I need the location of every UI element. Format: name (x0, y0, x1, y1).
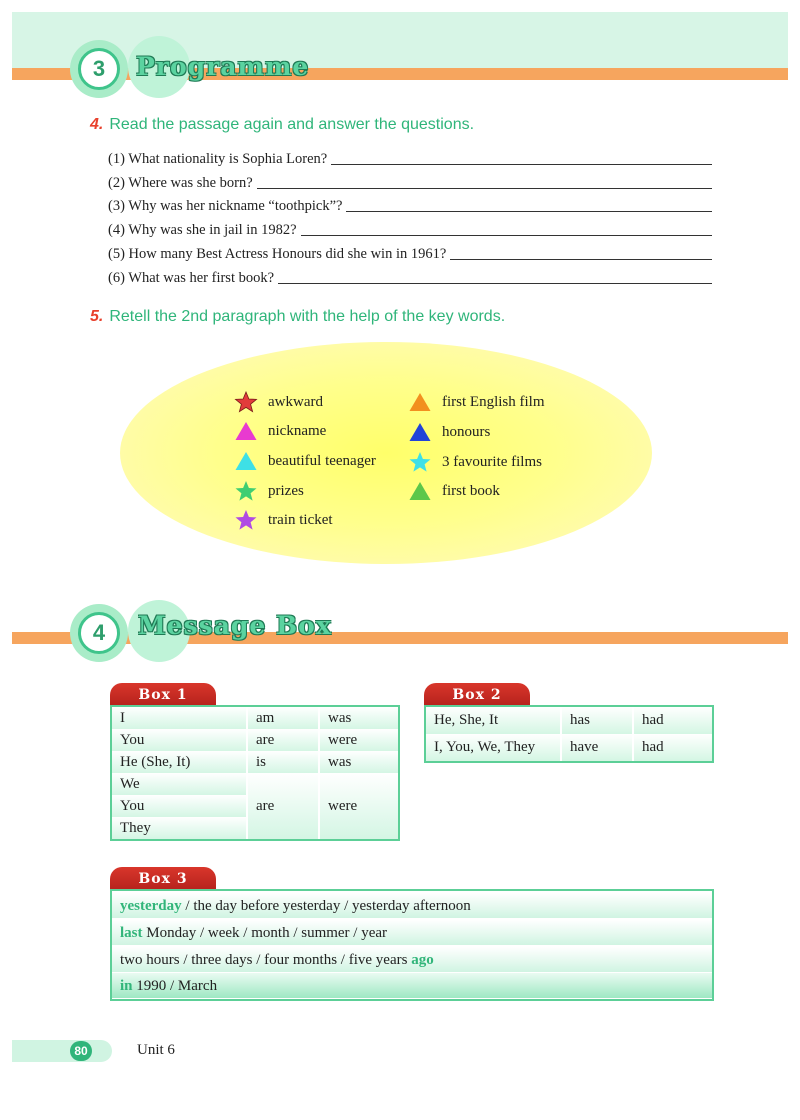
section4-number: 4 (78, 612, 120, 654)
box3-keyword: yesterday (120, 898, 182, 914)
box1-subject: They (112, 817, 246, 839)
box3-phrase: / the day before yesterday / yesterday afternoon (181, 898, 471, 914)
question-text: (6) What was her first book? (108, 270, 275, 286)
box1-subject: He (She, It) (112, 751, 246, 773)
question-text: (3) Why was her nickname “toothpick”? (108, 198, 343, 214)
blue-triangle-icon (408, 421, 432, 443)
box2-tab: Box 2 (424, 683, 530, 705)
box3-table (110, 889, 714, 1001)
box1-past: was (320, 707, 398, 729)
question-text: (4) Why was she in jail in 1982? (108, 222, 297, 238)
footer-tab (12, 1040, 112, 1062)
box1-present: am (248, 707, 318, 729)
question-text: (2) Where was she born? (108, 175, 253, 191)
box2-past: had (634, 734, 712, 761)
keyword-item (408, 421, 545, 443)
answer-line[interactable] (331, 164, 712, 165)
box3-keyword: last (120, 925, 143, 941)
answer-line[interactable] (450, 259, 712, 260)
green-triangle-icon (408, 480, 432, 502)
keyword-item (408, 480, 545, 502)
cyan-triangle-icon (234, 450, 258, 472)
box1-past: were (320, 729, 398, 751)
box2-present: has (562, 707, 632, 734)
task5-heading (90, 308, 505, 326)
box3-phrase: Monday / week / month / summer / year (142, 925, 388, 941)
section3-badge (70, 40, 128, 98)
keyword-text: first book (442, 482, 500, 499)
keywords-right (408, 391, 545, 502)
cyan-star-icon (408, 451, 432, 473)
box1-subject: I (112, 707, 246, 729)
question-text: (1) What nationality is Sophia Loren? (108, 151, 328, 167)
keyword-item (234, 509, 376, 531)
task4-heading (90, 116, 474, 134)
orange-triangle-icon (408, 391, 432, 413)
keyword-text: train ticket (268, 511, 333, 528)
box1-past-plural: were (320, 773, 398, 839)
keyword-text: awkward (268, 393, 323, 410)
answer-line[interactable] (257, 188, 712, 189)
task4-instruction: Read the passage again and answer the questions. (109, 116, 475, 133)
box3-keyword: ago (411, 952, 434, 968)
box1-tab: Box 1 (110, 683, 216, 705)
red-star-icon (234, 391, 258, 413)
keyword-cloud (120, 342, 652, 564)
box1-present: are (248, 729, 318, 751)
box3-tab: Box 3 (110, 867, 216, 889)
keyword-item (408, 391, 545, 413)
box2-subject: I, You, We, They (426, 734, 560, 761)
box1-table (110, 705, 400, 841)
keyword-text: 3 favourite films (442, 453, 542, 470)
keyword-item (234, 391, 376, 413)
section3-title: Programme (136, 52, 310, 81)
keyword-item (234, 450, 376, 472)
magenta-triangle-icon (234, 420, 258, 442)
keyword-item (408, 451, 545, 473)
box2-table (424, 705, 714, 763)
green-star-icon (234, 480, 258, 502)
keyword-text: prizes (268, 482, 304, 499)
keyword-item (234, 480, 376, 502)
answer-line[interactable] (346, 211, 712, 212)
section3-number: 3 (78, 48, 120, 90)
box3-phrase: 1990 / March (132, 978, 218, 994)
keywords-left (234, 391, 376, 531)
answer-line[interactable] (278, 283, 712, 284)
box3-row (112, 920, 712, 946)
box3-phrase: two hours / three days / four months / five years (120, 952, 412, 968)
box2-past: had (634, 707, 712, 734)
question-row (108, 241, 712, 263)
box1-past: was (320, 751, 398, 773)
question-row (108, 170, 712, 192)
unit-label: Unit 6 (137, 1042, 175, 1058)
question-row (108, 193, 712, 215)
keyword-text: honours (442, 423, 491, 440)
page-number: 80 (70, 1041, 92, 1061)
question-row (108, 146, 712, 168)
question-row (108, 217, 712, 239)
box3-row (112, 893, 712, 919)
box1-subject: You (112, 729, 246, 751)
task5-instruction: Retell the 2nd paragraph with the help of the key words. (109, 308, 506, 325)
box2-subject: He, She, It (426, 707, 560, 734)
question-text: (5) How many Best Actress Honours did she win in 1961? (108, 246, 447, 262)
keyword-text: first English film (442, 393, 545, 410)
keyword-text: beautiful teenager (268, 452, 376, 469)
task4-number: 4. (90, 116, 104, 133)
answer-line[interactable] (301, 235, 712, 236)
task5-number: 5. (90, 308, 104, 325)
keyword-item (234, 420, 376, 442)
section4-badge (70, 604, 128, 662)
box3-row (112, 947, 712, 973)
box3-row (112, 973, 712, 999)
box1-present: is (248, 751, 318, 773)
keyword-text: nickname (268, 422, 327, 439)
box2-present: have (562, 734, 632, 761)
section4-title: Message Box (138, 611, 332, 640)
box1-subject: You (112, 795, 246, 817)
question-row (108, 265, 712, 287)
box1-present-plural: are (248, 773, 318, 839)
box1-subject: We (112, 773, 246, 795)
purple-star-icon (234, 509, 258, 531)
box3-keyword: in (120, 978, 133, 994)
